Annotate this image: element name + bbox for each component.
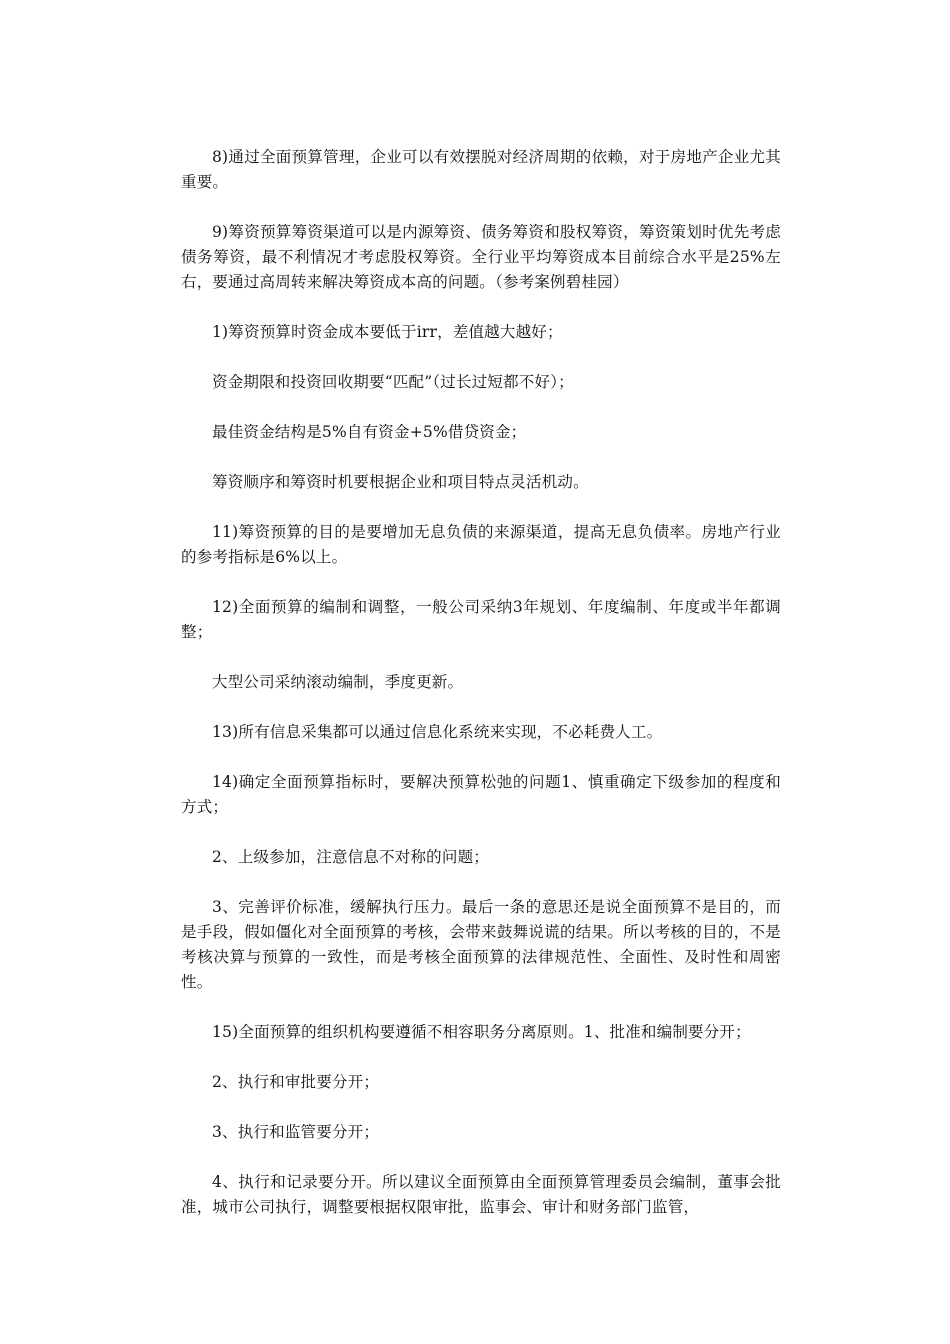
paragraph-capital-structure: 最佳资金结构是5%自有资金+5%借贷资金；	[212, 423, 527, 441]
paragraph-15-item-4: 4、执行和记录要分开。所以建议全面预算由全面预算管理委员会编制，董事会批准，城市公司执行，调整要根据权限审批，监事会、审计和财务部门监管，	[181, 1173, 781, 1216]
paragraph-9: 9)筹资预算筹资渠道可以是内源筹资、债务筹资和股权筹资，筹资策划时优先考虑债务筹资，最不利情况才考虑股权筹资。全行业平均筹资成本目前综合水平是25%左右，要通过高周转来解决筹资成本高的问题。（参考案例碧桂园）	[181, 223, 781, 291]
paragraph-financing-order: 筹资顺序和筹资时机要根据企业和项目特点灵活机动。	[212, 473, 589, 491]
paragraph-14-item-3: 3、完善评价标准，缓解执行压力。最后一条的意思还是说全面预算不是目的，而是手段，假如僵化对全面预算的考核，会带来鼓舞说谎的结果。所以考核的目的，不是考核决算与预算的一致性，而是考核全面预算的法律规范性、全面性、及时性和周密性。	[181, 898, 781, 991]
paragraph-rolling-budget: 大型公司采纳滚动编制，季度更新。	[212, 673, 464, 691]
paragraph-1-cost: 1)筹资预算时资金成本要低于irr，差值越大越好；	[212, 323, 563, 341]
paragraph-13: 13)所有信息采集都可以通过信息化系统来实现，不必耗费人工。	[212, 723, 663, 741]
paragraph-14: 14)确定全面预算指标时，要解决预算松弛的问题1、慎重确定下级参加的程度和方式；	[181, 773, 781, 816]
document-body	[181, 145, 781, 1245]
paragraph-11: 11)筹资预算的目的是要增加无息负债的来源渠道，提高无息负债率。房地产行业的参考指标是6%以上。	[181, 523, 781, 566]
paragraph-12: 12)全面预算的编制和调整，一般公司采纳3年规划、年度编制、年度或半年都调整；	[181, 598, 781, 641]
paragraph-15-item-3: 3、执行和监管要分开；	[212, 1123, 380, 1141]
paragraph-15: 15)全面预算的组织机构要遵循不相容职务分离原则。1、批准和编制要分开；	[212, 1023, 751, 1041]
paragraph-14-item-2: 2、上级参加，注意信息不对称的问题；	[212, 848, 489, 866]
paragraph-15-item-2: 2、执行和审批要分开；	[212, 1073, 380, 1091]
paragraph-8: 8)通过全面预算管理，企业可以有效摆脱对经济周期的依赖，对于房地产企业尤其重要。	[181, 148, 781, 191]
paragraph-term-match: 资金期限和投资回收期要“匹配”（过长过短都不好）；	[212, 373, 574, 391]
